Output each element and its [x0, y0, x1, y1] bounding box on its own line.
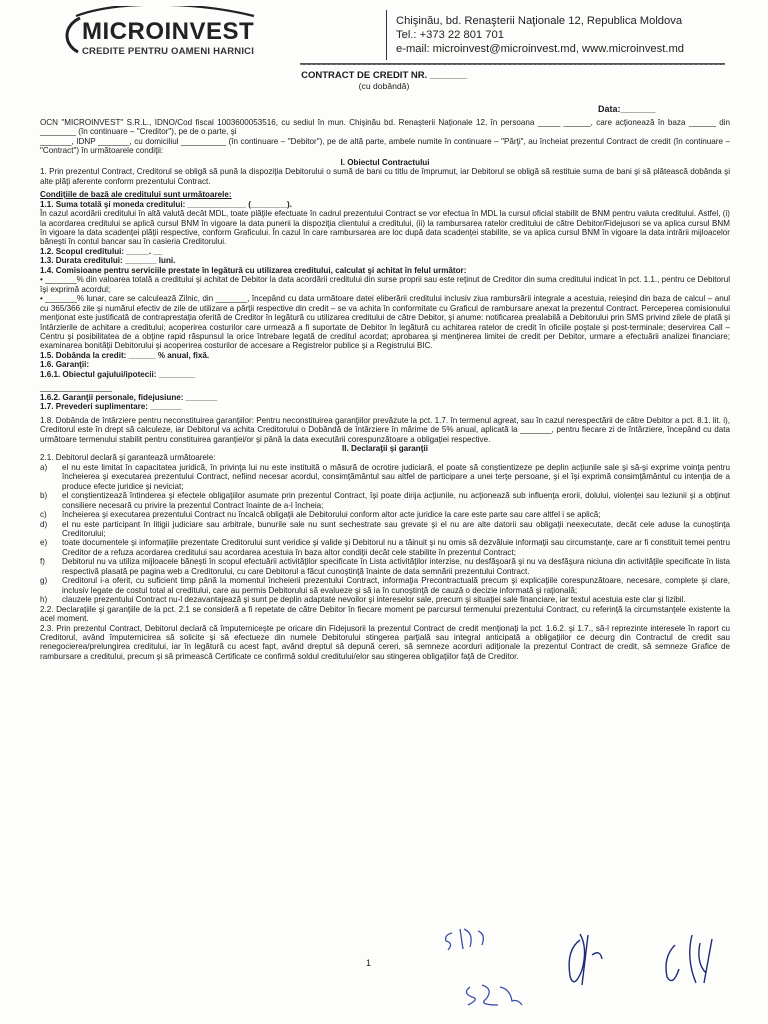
declaration-text: Creditorul i-a oferit, cu suficient timp până la momentul încheierii prezentului Contract, informaţia Precontractuală precum şi explicaţiile corespunzătoare, necesare, complete şi clare, inclusiv legate de costul total al creditului, care au permis Debitorului să evalueze şi să ia în cunoştinţă de cauză o decizie informată şi raţională; — [62, 576, 730, 595]
header-email: e-mail: microinvest@microinvest.md, www.microinvest.md — [396, 43, 684, 55]
clause-1-4: 1.4. Comisioane pentru serviciile prestate în legătură cu utilizarea creditului, calculat şi achitat în felul următor: — [40, 265, 467, 275]
declaration-text: el conştientizează întinderea şi efectele obligaţiilor asumate prin prezentul Contract, îşi poate dirija acţiunile, nu acţionează sub influenţa erorii, dolului, violenţei sau leziunii şi a obţinut consiliere necesară cu privire la prezentul Contract înainte de a-l încheia; — [62, 491, 730, 510]
declaration-item — [40, 520, 730, 539]
logo-name: MICROINVEST — [82, 18, 255, 45]
declaration-letter: d) — [40, 519, 48, 529]
declaration-letter: f) — [40, 557, 45, 567]
declaration-text: el nu este participant în litigii judiciare sau arbitrale, bunurile sale nu sunt sechestrate sau grevate şi el nu are alte datorii sau obligaţii neexecutate, decât cele aduse la cunoştinţa Creditorului; — [62, 519, 730, 539]
declaration-text: Debitorul nu va utiliza mijloacele băneşti în scopul efectuării activităţilor specificate în Lista activităţilor interzise, nu desfăşoară şi nu va desfăşura niciuna din activităţile specificate în lista respectivă plasată pe pagina web a Creditorului, cu care Debitorul a făcut cunoştinţă înainte de data semnării prezentului Contract. — [62, 557, 730, 576]
clause-1-1: 1.1. Suma totală şi moneda creditului: _____________ (________). — [40, 199, 292, 209]
declaration-item — [40, 557, 730, 576]
intro-paragraph-1: OCN "MICROINVEST" S.R.L., IDNO/Cod fiscal 1003600053516, cu sediul în mun. Chişinău bd. Renaşterii Naţionale 12, în persoana _____ ______, care acţionează în baza ______ din ________ (în continuare – "Creditor"), pe de o parte, şi — [40, 118, 730, 137]
contract-subtitle: (cu dobândă) — [358, 81, 410, 91]
declaration-text: el nu este limitat în capacitatea juridică, în privinţa lui nu este instituită o măsură de ocrotire judiciară, el poate să conştientizeze pe deplin acţiunile sale şi să-şi exprime voinţa pentru încheierea şi executarea prezentului Contract, nefiind necesar acordul, consimţământul sau altfel de participare a unei terţe persoane, şi el îşi exprimă consimţământul cu intenţia de a produce efecte juridice şi neviciat; — [62, 462, 730, 491]
header-address: Chişinău, bd. Renaşterii Naţionale 12, Republica Moldova — [396, 15, 683, 27]
contract-date: Data:_______ — [598, 104, 656, 114]
clause-1-7: 1.7. Prevederi suplimentare: _______ — [40, 402, 182, 412]
declaration-item — [40, 595, 730, 604]
handwritten-signatures — [430, 915, 730, 1020]
header-rule — [300, 63, 725, 65]
clause-1-5: 1.5. Dobânda la credit: ______ % anual, fixă. — [40, 350, 210, 360]
declaration-text: clauzele prezentului Contract nu-l dezavantajează şi sunt pe deplin adaptate nevoilor şi intereselor sale, precum şi situaţiei sale financiare, iar textul acestuia este clar şi lizibil. — [62, 595, 686, 605]
clause-1-8: 1.8. Dobânda de întârziere pentru neconstituirea garanţiilor: Pentru neconstituirea garanţiilor prevăzute la pct. 1.7. în termenul agreat, sau în cazul nerespectării de către Debitor a pct. 8.1. lit. i), Creditorul este în drept să calculeze, iar Debitorul va achita Creditorului o Dobândă de întârziere în mărime de 5% anual, aplicată la _______, pentru fiecare zi de întârziere, începând cu data următoare termenului stabilit pentru constituirea garanţiei/or şi până la data executării corespunzătoare a obligaţiei respective. — [40, 415, 730, 444]
declaration-item — [40, 463, 730, 491]
clause-1-4-bullet-1: • _______% din valoarea totală a creditului şi achitat de Debitor la data acordării creditului din surse proprii sau este reţinut de Creditor din suma creditului indicat în pct. 1.1., pentru ce Debitorul îşi exprimă acordul; — [40, 275, 730, 294]
header-divider — [386, 10, 387, 60]
clause-2-2: 2.2. Declaraţiile şi garanţiile de la pct. 2.1 se consideră a fi repetate de către Debitor în fiecare moment pe parcursul termenului prezentului Contract, cu referinţă la circumstanţele existente la acel moment. — [40, 604, 730, 624]
declaration-letter: h) — [40, 595, 48, 605]
clause-1-2: 1.2. Scopul creditului: _____. __ — [40, 246, 163, 256]
clause-1-4-bullet-2: • _______% lunar, care se calculează Zilnic, din _______, începând cu data următoare datei eliberării creditului inclusiv ziua rambursării integrale a acestuia, reieşind din baza de calcul – anul cu 365/366 zile şi numărul efectiv de zile de utilizare a părţii respective din credit – se va achita în conformitate cu Graficul de rambursare anexat la prezentul Contract. Perceperea comisionului menţionat este justificată de contraprestaţia oferită de Creditor în legătură cu utilizarea creditului de către Debitor, şi anume: notificarea prealabilă a Debitorului prin SMS privind zilele de plată şi întârzierile de achitare a creditului; acoperirea costurilor care urmează a fi suportate de Debitor în legătură cu achitarea ratelor de credit în oficiile poştale şi post-terminale; deservirea Call – Centru şi posibilitatea de a obţine rapid răspunsul la orice întrebare legată de creditul acordat; aprobarea şi menţinerea limitei de credit per Debitor, urmare a efectuării analizei financiare; examinarea bonităţii Debitorului şi acoperirea costurilor de accesare a Registrelor publice şi a Registrului BIC. — [40, 294, 730, 351]
section-1-title: I. Obiectul Contractului — [340, 157, 430, 167]
declaration-item — [40, 576, 730, 595]
section-2-title: II. Declaraţii şi garanţii — [342, 443, 428, 453]
contract-body — [40, 118, 730, 661]
microinvest-logo — [58, 6, 273, 58]
clause-2-3: 2.3. Prin prezentul Contract, Debitorul declară că împuterniceşte pe oricare din Fidejusorii la prezentul Contract de credit menţionaţi la pct. 1.6.2. şi 1.7., să-l reprezinte interesele în raport cu Creditorul, având împuternicirea să solicite şi să efectueze din numele Debitorului stingerea parţială sau integral anticipată a obligaţiilor ce decurg din Contractul de credit sau renegocierea/prelungirea creditului, iar în legătură cu acest fapt, având dreptul să depună cereri, să semneze acorduri adiţionale la prezentul Contract de credit, să semneze Grafice de rambursare a creditului, precum şi să primească Certificate ce confirmă soldul creditului/elor sau stingerea obligaţiilor faţă de Creditor. — [40, 623, 730, 661]
declaration-letter: g) — [40, 576, 48, 586]
header-phone: Tel.: +373 22 801 701 — [396, 29, 504, 41]
declaration-letter: c) — [40, 510, 47, 520]
declarations-list — [40, 463, 730, 605]
contract-title: CONTRACT DE CREDIT NR. _______ — [301, 70, 467, 81]
declaration-letter: e) — [40, 538, 48, 548]
clause-1-6-2: 1.6.2. Garanţii personale, fidejusiune: _______ — [40, 392, 218, 402]
header-contact — [396, 14, 684, 56]
declaration-item — [40, 538, 730, 557]
clause-1-6-1-blank: ________________ — [40, 383, 113, 393]
declaration-item — [40, 491, 730, 510]
declaration-item — [40, 510, 730, 519]
declaration-text: toate documentele şi informaţiile prezentate Creditorului sunt veridice şi valide şi Debitorul nu a tăinuit şi nu omis să dezvăluie informaţii sau circumstanţe, care ar fi constituit temei pentru Creditor de a refuza acordarea creditului sau acordarea acestuia în baza altor condiţii decât cele stabilite în prezentul Contract; — [62, 538, 730, 557]
clause-1-1-text: În cazul acordării creditului în altă valută decât MDL, toate plăţile efectuate în cadrul prezentului Contract se vor efectua în MDL la cursul oficial stabilit de BNM pentru valuta creditului. Astfel, (i) la acordarea creditului se aplică cursul BNM în vigoare la data punerii la dispoziţia clientului a creditului, (ii) la rambursarea ratelor creditului de către Debitor/Fidejusori se va aplica cursul BNM în vigoare la data scadenţei plăţii respective, conform Graficului. În cazul în care rambursarea are loc după data scadenţei stabilite, se va aplica cursul BNM în vigoare la data intrării mijloacelor băneşti în contul bancar sau în casieria Creditorului. — [40, 209, 730, 247]
page-number: 1 — [366, 958, 372, 968]
intro-paragraph-2: _______, IDNP _______, cu domiciliul __________ (în continuare – "Debitor"), pe de altă parte, ambele numite în continuare – "Părţi", au încheiat prezentul Contract de credit (în continuare – "Contract") în următoarele condiţii: — [40, 136, 730, 156]
base-conditions-title: Condiţiile de bază ale creditului sunt următoarele: — [40, 190, 232, 200]
declaration-letter: a) — [40, 462, 48, 472]
clause-1-6: 1.6. Garanţii: — [40, 360, 90, 370]
clause-2-1: 2.1. Debitorul declară şi garantează următoarele: — [40, 453, 216, 463]
declaration-letter: b) — [40, 491, 48, 501]
logo-tagline: CREDITE PENTRU OAMENI HARNICI — [82, 46, 255, 57]
declaration-text: încheierea şi executarea prezentului Contract nu încalcă obligaţii ale Debitorului conform altor acte juridice la care este parte sau care altfel i se aplică; — [62, 510, 601, 520]
clause-1-3: 1.3. Durata creditului: _______ luni. — [40, 256, 176, 266]
clause-1: 1. Prin prezentul Contract, Creditorul se obligă să pună la dispoziţia Debitorului o sumă de bani cu titlu de împrumut, iar Debitorul se obligă să restituie suma de bani şi să plătească dobânda şi alte plăţi aferente conform prezentului Contract. — [40, 167, 730, 186]
clause-1-6-1: 1.6.1. Obiectul gajului/ipotecii: ________ — [40, 369, 195, 379]
